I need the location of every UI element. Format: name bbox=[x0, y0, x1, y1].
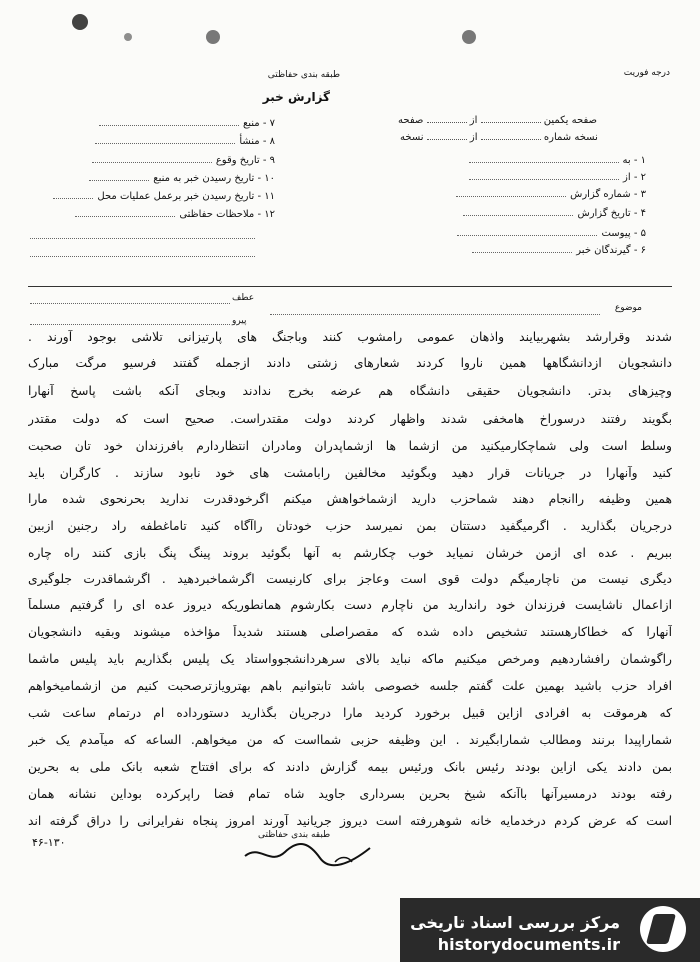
field-from: ۲ - از bbox=[469, 172, 646, 183]
body-line: افراد حزب باشید بهمین علت گفتم جلسه خصوصی باشد تابتوانیم باهم بهترویازترصحبت کنیم من ازشمامیخواهم bbox=[28, 679, 672, 693]
classification-top: طبقه بندی حفاظتی bbox=[267, 70, 340, 80]
reference-label: عطف bbox=[232, 293, 255, 303]
seal-mark-2 bbox=[206, 30, 220, 44]
body-line: که هرموقت به افرادی ازاین قبیل برخورد کردید مارا درجریان بگذارید دستورداده ام درتمام ساعت شب bbox=[28, 706, 672, 720]
seal-mark-1 bbox=[72, 14, 88, 30]
field-news-arrival-date: ۱۱ - تاریخ رسیدن خبر برعمل عملیات محل bbox=[53, 191, 275, 202]
field-to: ۱ - به bbox=[469, 155, 647, 166]
page-label: صفحه یکمین از صفحه bbox=[398, 115, 597, 126]
blank-line-1 bbox=[30, 238, 255, 239]
body-line: بگویند رفتند درسوراخ هامخفی شدند واظهار کردند دولت مقتدراست. صحیح است که دولت مقتدر bbox=[28, 412, 672, 426]
document-title: گزارش خبر bbox=[262, 90, 330, 104]
body-line: کنید وآنهارا در جریانات قرار دهید وبگوئید مخالفین رابامشت های خود نابود سازند . کارگران باید bbox=[28, 466, 672, 480]
document-number: ۴۶-۱۳۰ bbox=[32, 836, 66, 849]
copy-label: نسخه شماره از نسخه bbox=[400, 132, 598, 143]
watermark-title: مرکز بررسی اسناد تاریخی bbox=[410, 913, 620, 932]
seal-mark-4 bbox=[124, 33, 132, 41]
field-news-to-source-date: ۱۰ - تاریخ رسیدن خبر به منبع bbox=[89, 173, 275, 184]
field-report-number: ۳ - شماره گزارش bbox=[456, 189, 646, 200]
followup-label: پیرو bbox=[232, 316, 247, 326]
body-line: درجریان بگذارید . اگرمیگفید دستتان بمن نمیرسد حزب خودتان راآگاه کنید تاماغطفه راد رجنین ازبین bbox=[28, 519, 672, 533]
urgency-label: درجه فوریت bbox=[623, 68, 670, 78]
followup-line bbox=[30, 324, 230, 325]
field-report-date: ۴ - تاریخ گزارش bbox=[463, 208, 646, 219]
field-recipients: ۶ - گیرندگان خبر bbox=[472, 245, 646, 256]
body-line: شماراپیدا برنند ومطالب شمارابگیرند . این وظیفه حزبی شمااست که من میخواهم. الساعه که میآمدم یک خبر bbox=[28, 733, 672, 747]
field-source: ۷ - منبع bbox=[99, 118, 275, 129]
subject-label: موضوع bbox=[614, 303, 642, 313]
body-line: آنهارا که خطاکارهستند تشخیص داده شده که مقصراصلی هستند شدیداً مؤاخذه میشوند وبقیه دانشجویان bbox=[28, 625, 672, 639]
field-event-date: ۹ - تاریخ وقوع bbox=[92, 155, 275, 166]
blank-line-2 bbox=[30, 256, 255, 257]
watermark-url[interactable]: historydocuments.ir bbox=[437, 935, 620, 954]
body-line: دانشجویان ازدانشگاهها همین ناروا کردند شعارهای زشتی دادند ازجمله گفتند فرسیو مرگت مبارک bbox=[28, 356, 672, 370]
seal-mark-3 bbox=[462, 30, 476, 44]
header-divider bbox=[28, 286, 672, 287]
field-origin: ۸ - منشأ bbox=[95, 136, 275, 147]
body-line: شدند وقرارشد بشهربیایند واذهان عمومی رامشوب کنند وباجنگ های پارتیزانی تلاشی بوجود آورند . bbox=[28, 330, 672, 344]
body-line: بمن دادند یکی ازاین بودند رئیس بانک ورئیس بیمه گزارش دادند که برای افتتاح شعبه بانک ملی به بحرین bbox=[28, 760, 672, 774]
body-line: ازاعمال ناشایست فرزندان خود راندارید من ناچارم دست بکارشوم همانطوریکه دیروز عده ای را گرفتیم مسلماً bbox=[28, 598, 672, 612]
body-line: دیگری نیست من ناچارمیگم دولت قوی است وعاجز برای کارنیست اگرشماخبردهید . اگرشماقدرت جلوگیری bbox=[28, 572, 672, 586]
body-line: همین وظیفه راانجام دهند شماحزب دارید ازشماخواهش میکنم اگرخودقدرت ندارید بحرنحوی شده مارا bbox=[28, 492, 672, 506]
subject-line bbox=[270, 314, 600, 315]
body-line: راگوشمان رافشاردهیم ومرخص میکنیم ماکه نباید بالای سرهردانشجوواستاد یک پلیس بگذاریم باید پلیس ماشما bbox=[28, 652, 672, 666]
body-line: وسلط است ولی شماچکارمیکنید من ازشما ها ازشماپدران ومادران انتظاردارم بافرزندان خود تان صحبت bbox=[28, 439, 672, 453]
handwritten-signature bbox=[240, 838, 380, 868]
body-line: است که عرض کردم درخدمایه خانه شوهررفته است دیروز جریانید آورند امروز پنجاه نفرایرانی را دراق گرفته اند bbox=[28, 814, 672, 828]
body-line: رفته بودند درمسیرآنها باآنکه شیخ بحرین بسرداری جاوید شاه تمام فضا راپرکرده بوداین نشانه همان bbox=[28, 787, 672, 801]
field-security-notes: ۱۲ - ملاحظات حفاظتی bbox=[75, 209, 275, 220]
reference-line bbox=[30, 303, 230, 304]
body-line: وچیزهای بدتر. دانشجویان حقیقی دانشگاه هم عرضه بخرج ندادند وبجای آنکه باشت پاسخ آنهارا bbox=[28, 384, 672, 398]
body-line: ببریم . عده ای ازمن خرشان نمیاید خوب چکارشم به آنها بگوئید بروند پینگ پنگ بازی کنند راه چاره bbox=[28, 546, 672, 560]
archive-logo-icon bbox=[640, 906, 686, 952]
field-attachment: ۵ - پیوست bbox=[457, 228, 646, 239]
classification-bottom: طبقه بندی حفاظتی bbox=[258, 830, 331, 840]
